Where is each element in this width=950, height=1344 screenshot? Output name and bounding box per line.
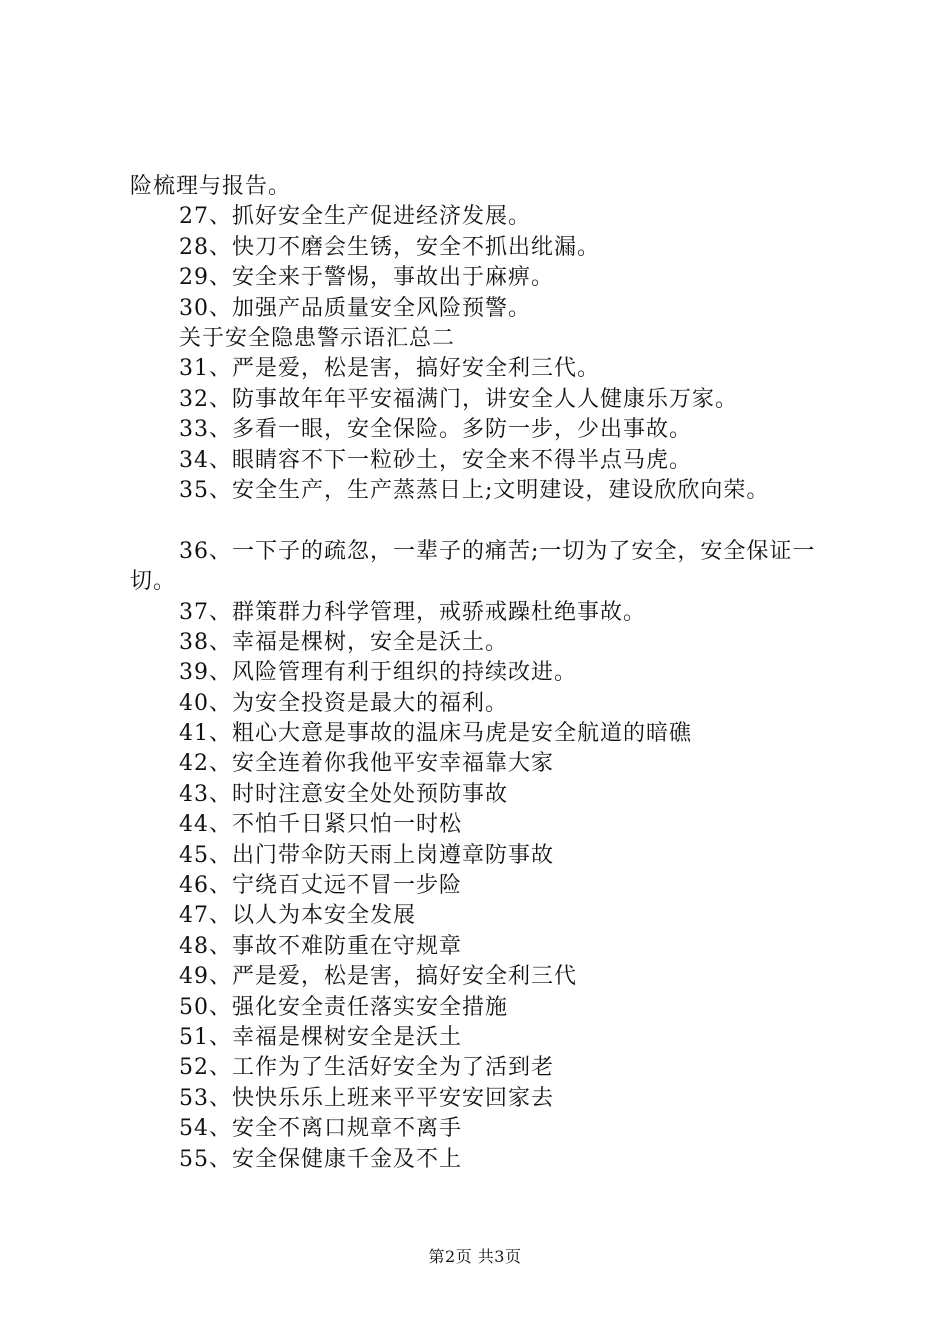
continuation-line: 险梳理与报告。 <box>130 174 292 199</box>
list-item: 28、快刀不磨会生锈，安全不抓出纰漏。 <box>179 234 600 260</box>
list-item: 52、工作为了生活好安全为了活到老 <box>179 1055 554 1081</box>
list-item: 41、粗心大意是事故的温床马虎是安全航道的暗礁 <box>179 721 692 747</box>
list-item: 39、风险管理有利于组织的持续改进。 <box>179 660 577 686</box>
list-item: 46、宁绕百丈远不冒一步险 <box>179 873 462 899</box>
list-item: 45、出门带伞防天雨上岗遵章防事故 <box>179 842 554 868</box>
page-number: 第2页 共3页 <box>428 1247 522 1266</box>
list-item: 51、幸福是棵树安全是沃土 <box>179 1024 462 1050</box>
list-item: 54、安全不离口规章不离手 <box>179 1116 462 1142</box>
list-item: 34、眼睛容不下一粒砂土，安全来不得半点马虎。 <box>179 447 692 473</box>
list-item: 27、抓好安全生产促进经济发展。 <box>179 204 531 230</box>
list-item: 37、群策群力科学管理，戒骄戒躁杜绝事故。 <box>179 599 646 625</box>
page-footer <box>0 1244 950 1267</box>
list-item: 38、幸福是棵树，安全是沃土。 <box>179 629 508 655</box>
list-item: 43、时时注意安全处处预防事故 <box>179 781 508 807</box>
list-item: 49、严是爱，松是害，搞好安全利三代 <box>179 964 577 990</box>
list-item: 47、以人为本安全发展 <box>179 903 416 929</box>
list-item: 32、防事故年年平安福满门，讲安全人人健康乐万家。 <box>179 386 738 412</box>
list-item: 55、安全保健康千金及不上 <box>179 1146 462 1172</box>
list-item: 33、多看一眼，安全保险。多防一步，少出事故。 <box>179 417 692 443</box>
section-title: 关于安全隐患警示语汇总二 <box>179 325 456 351</box>
list-item: 35、安全生产，生产蒸蒸日上;文明建设，建设欣欣向荣。 <box>179 477 770 503</box>
list-item: 29、安全来于警惕，事故出于麻痹。 <box>179 265 554 291</box>
list-item: 31、严是爱，松是害，搞好安全利三代。 <box>179 356 600 382</box>
slogan-list-b <box>130 354 835 506</box>
list-item: 48、事故不难防重在守规章 <box>179 933 462 959</box>
slogan-list-c <box>130 598 835 1175</box>
list-item: 42、安全连着你我他平安幸福靠大家 <box>179 751 554 777</box>
list-item: 50、强化安全责任落实安全措施 <box>179 994 508 1020</box>
list-item: 40、为安全投资是最大的福利。 <box>179 690 508 716</box>
list-item: 44、不怕千日紧只怕一时松 <box>179 812 462 838</box>
list-item-wrapped: 36、一下子的疏忽，一辈子的痛苦;一切为了安全，安全保证一切。 <box>130 538 816 595</box>
slogan-list-a <box>130 202 835 324</box>
paragraph-gap <box>130 506 835 536</box>
list-item: 30、加强产品质量安全风险预警。 <box>179 295 531 321</box>
document-body <box>130 172 835 1175</box>
list-item: 53、快快乐乐上班来平平安安回家去 <box>179 1085 554 1111</box>
